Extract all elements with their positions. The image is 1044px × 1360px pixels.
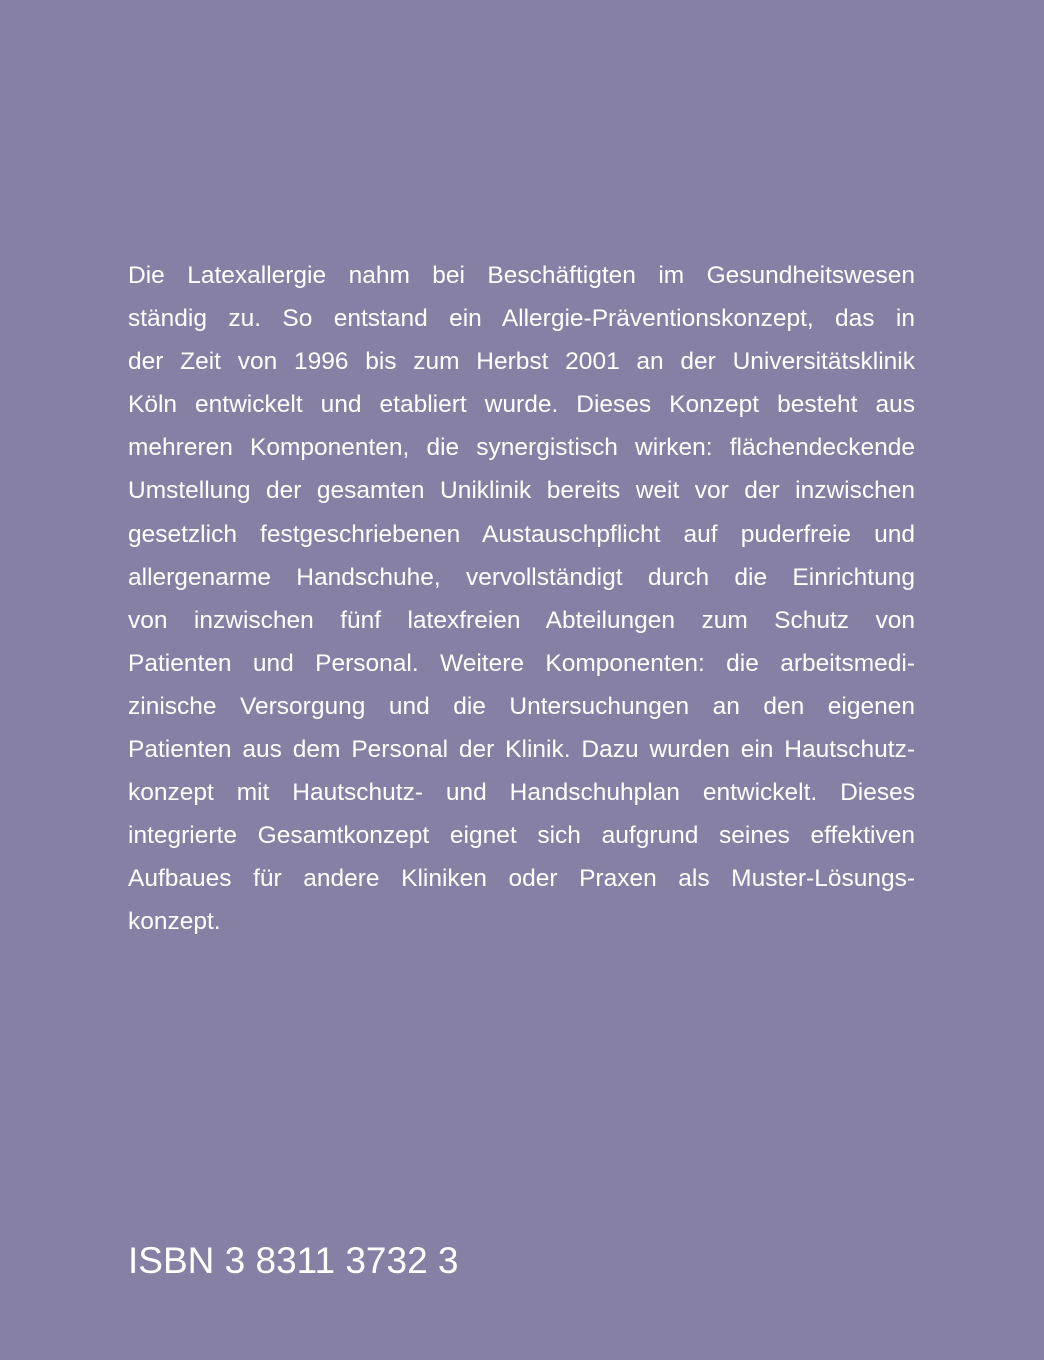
- blurb-line: allergenarme Handschuhe, vervollständigt durch die Einrichtung: [128, 563, 915, 591]
- blurb-line: Köln entwickelt und etabliert wurde. Dieses Konzept besteht aus: [128, 391, 915, 419]
- blurb-line: Patienten und Personal. Weitere Komponenten: die arbeitsmedi-: [128, 649, 915, 677]
- blurb-line: konzept mit Hautschutz- und Handschuhplan entwickelt. Dieses: [128, 779, 915, 807]
- blurb-line: von inzwischen fünf latexfreien Abteilungen zum Schutz von: [128, 606, 915, 634]
- blurb-line: ständig zu. So entstand ein Allergie-Präventionskonzept, das in: [128, 305, 915, 333]
- blurb-line: gesetzlich festgeschriebenen Austauschpflicht auf puderfreie und: [128, 520, 915, 548]
- blurb-line: der Zeit von 1996 bis zum Herbst 2001 an der Universitätsklinik: [128, 348, 915, 376]
- blurb-line: integrierte Gesamtkonzept eignet sich aufgrund seines effektiven: [128, 822, 915, 850]
- blurb-line: mehreren Komponenten, die synergistisch wirken: flächendeckende: [128, 434, 915, 462]
- blurb-line: Die Latexallergie nahm bei Beschäftigten im Gesundheitswesen: [128, 262, 915, 289]
- blurb-line: konzept.: [128, 908, 221, 936]
- blurb-line: Aufbaues für andere Kliniken oder Praxen als Muster-Lösungs-: [128, 865, 915, 893]
- isbn-number: ISBN 3 8311 3732 3: [128, 1240, 459, 1281]
- blurb-line: Patienten aus dem Personal der Klinik. Dazu wurden ein Hautschutz-: [128, 736, 915, 764]
- blurb-line: zinische Versorgung und die Untersuchungen an den eigenen: [128, 692, 915, 720]
- blurb-text: [128, 254, 915, 944]
- blurb-line: Umstellung der gesamten Uniklinik bereits weit vor der inzwischen: [128, 477, 915, 505]
